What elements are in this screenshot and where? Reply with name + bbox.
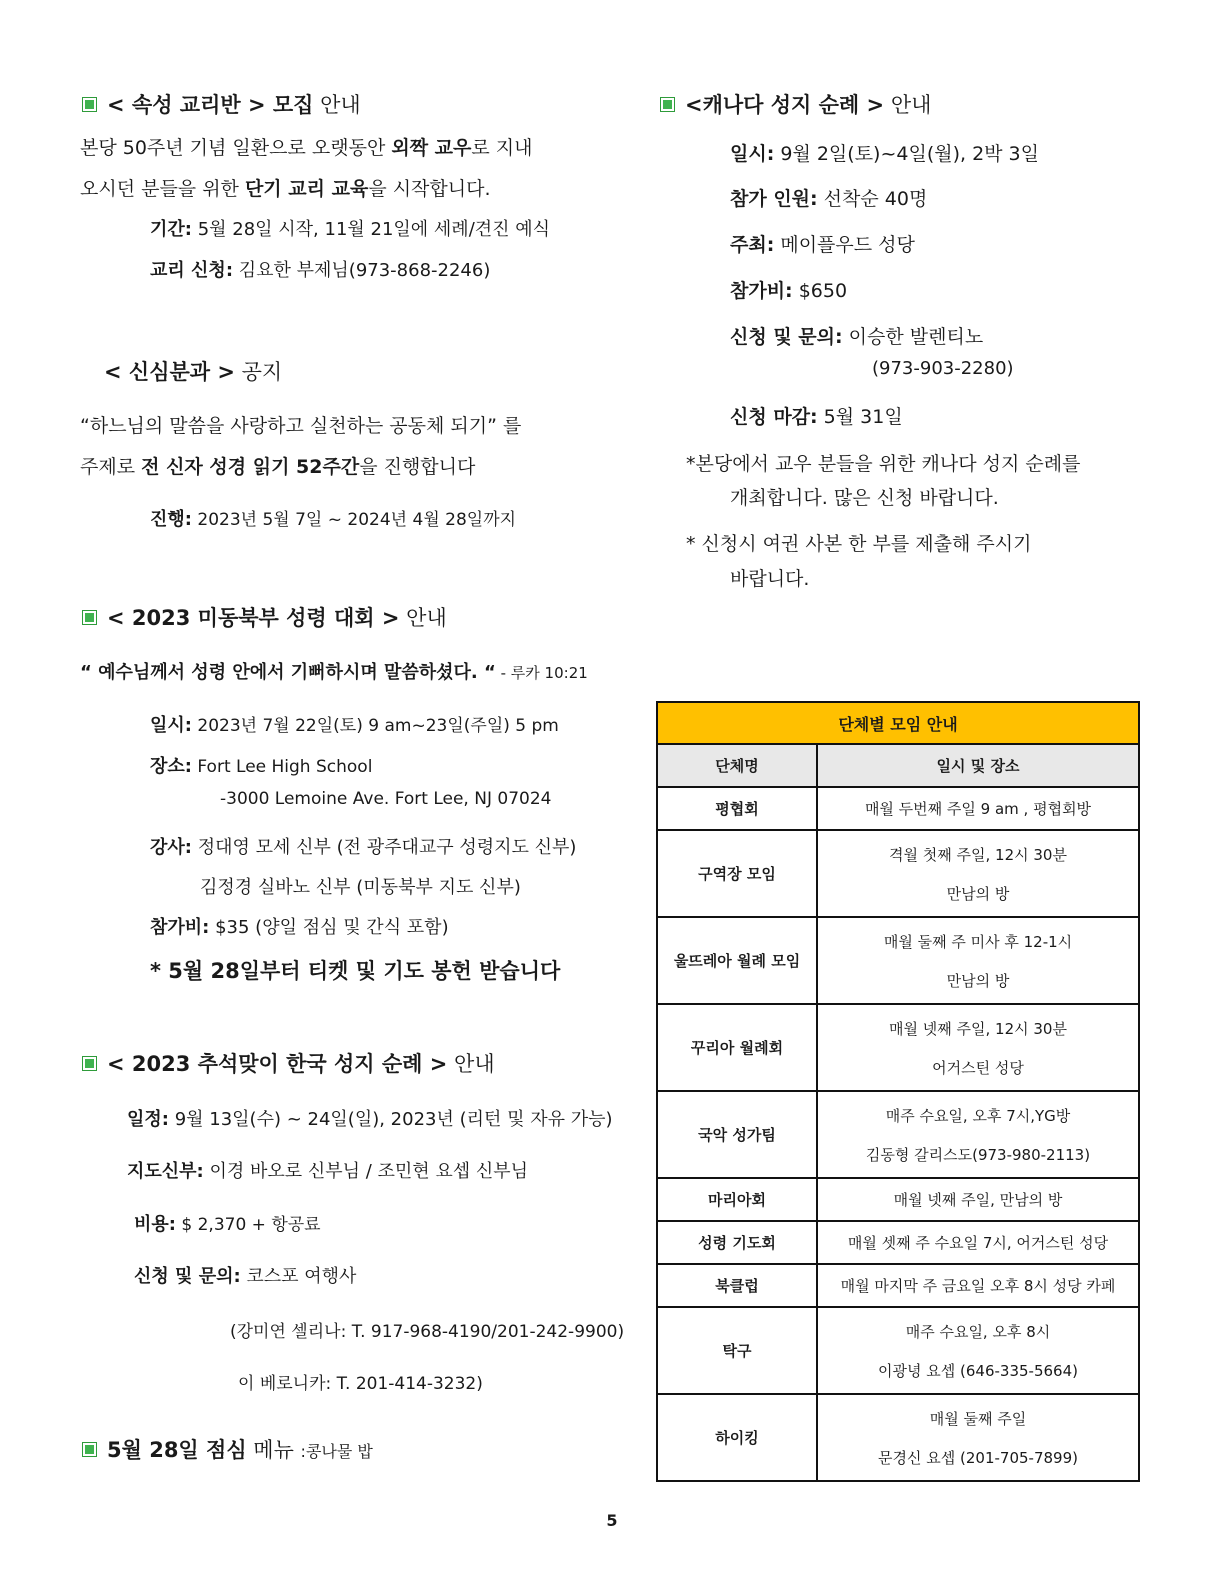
table-header-name: 단체명 (657, 744, 817, 787)
table-row (657, 1307, 1139, 1394)
table-row (657, 1091, 1139, 1178)
green-square-bullet-icon (82, 97, 97, 112)
lunch-menu: 5월 28일 점심 메뉴 :콩나물 밥 (82, 1434, 373, 1464)
green-square-bullet-icon (82, 1056, 97, 1071)
page-number: 5 (606, 1511, 618, 1530)
spirit-place: 장소: Fort Lee High School (150, 756, 373, 777)
faith-progress: 진행: 2023년 5월 7일 ~ 2024년 4월 28일까지 (150, 509, 517, 530)
table-row (657, 830, 1139, 917)
table-row (657, 1178, 1139, 1221)
green-square-bullet-icon (660, 97, 675, 112)
table-row (657, 1004, 1139, 1091)
korea-priest: 지도신부: 이경 바오로 신부님 / 조민현 요셉 신부님 (127, 1161, 529, 1182)
table-row (657, 917, 1139, 1004)
faith-heading: < 신심분과 > 공지 (104, 360, 283, 384)
group-info: 매월 마지막 주 금요일 오후 8시 성당 카페 (817, 1264, 1139, 1307)
group-name: 성령 기도회 (657, 1221, 817, 1264)
catechism-heading: < 속성 교리반 > 모집 안내 (82, 89, 361, 119)
group-name: 북클럽 (657, 1264, 817, 1307)
group-name: 꾸리아 월례회 (657, 1004, 817, 1091)
group-info: 매주 수요일, 오후 8시 이광녕 요셉 (646-335-5664) (817, 1307, 1139, 1394)
group-info: 매월 셋째 주 수요일 7시, 어거스틴 성당 (817, 1221, 1139, 1264)
spirit-quote: “ 예수님께서 성령 안에서 기뻐하시며 말씀하셨다. “ - 루카 10:21 (80, 662, 588, 683)
canada-host: 주최: 메이플우드 성당 (730, 234, 915, 256)
canada-note1b: 개최합니다. 많은 신청 바랍니다. (730, 487, 999, 509)
group-info: 매월 넷째 주일, 만남의 방 (817, 1178, 1139, 1221)
catechism-line2: 오시던 분들을 위한 단기 교리 교육을 시작합니다. (80, 178, 491, 200)
group-info: 격월 첫째 주일, 12시 30분 만남의 방 (817, 830, 1139, 917)
spirit-notice: * 5월 28일부터 티켓 및 기도 봉헌 받습니다 (150, 959, 561, 983)
korea-heading: < 2023 추석맞이 한국 성지 순례 > 안내 (82, 1048, 495, 1078)
canada-date: 일시: 9월 2일(토)~4일(월), 2박 3일 (730, 143, 1040, 165)
table-title: 단체별 모임 안내 (657, 702, 1139, 744)
group-info: 매월 둘째 주일 문경신 요셉 (201-705-7899) (817, 1394, 1139, 1481)
korea-contact1: (강미연 셀리나: T. 917-968-4190/201-242-9900) (230, 1322, 625, 1342)
table-row (657, 1264, 1139, 1307)
group-info: 매주 수요일, 오후 7시,YG방 김동형 갈리스도(973-980-2113) (817, 1091, 1139, 1178)
table-header-when-where: 일시 및 장소 (817, 744, 1139, 787)
green-square-bullet-icon (82, 1442, 97, 1457)
group-name: 국악 성가팀 (657, 1091, 817, 1178)
korea-inquiry: 신청 및 문의: 코스포 여행사 (134, 1266, 357, 1287)
table-row (657, 1394, 1139, 1481)
spirit-speaker1: 강사: 정대영 모세 신부 (전 광주대교구 성령지도 신부) (150, 837, 577, 858)
spirit-date: 일시: 2023년 7월 22일(토) 9 am~23일(주일) 5 pm (150, 715, 559, 736)
green-square-bullet-icon (82, 610, 97, 625)
faith-line2: 주제로 전 신자 성경 읽기 52주간을 진행합니다 (80, 456, 476, 478)
canada-people: 참가 인원: 선착순 40명 (730, 188, 928, 210)
canada-deadline: 신청 마감: 5월 31일 (730, 406, 903, 428)
table-row (657, 1221, 1139, 1264)
group-name: 마리아회 (657, 1178, 817, 1221)
faith-line1: “하느님의 말씀을 사랑하고 실천하는 공동체 되기” 를 (80, 415, 522, 437)
table-row (657, 787, 1139, 830)
group-meetings-table (656, 701, 1140, 1482)
catechism-line1: 본당 50주년 기념 일환으로 오랫동안 외짝 교우로 지내 (80, 137, 533, 159)
group-info: 매월 넷째 주일, 12시 30분 어거스틴 성당 (817, 1004, 1139, 1091)
korea-schedule: 일정: 9월 13일(수) ~ 24일(일), 2023년 (리턴 및 자유 가능) (127, 1109, 613, 1130)
canada-fee: 참가비: $650 (730, 280, 848, 302)
catechism-apply: 교리 신청: 김요한 부제님(973-868-2246) (150, 260, 491, 281)
catechism-period: 기간: 5월 28일 시작, 11월 21일에 세례/견진 예식 (150, 219, 551, 240)
group-name: 탁구 (657, 1307, 817, 1394)
spirit-heading: < 2023 미동북부 성령 대회 > 안내 (82, 602, 447, 632)
canada-inquiry: 신청 및 문의: 이승한 발렌티노 (730, 326, 984, 348)
spirit-place-address: -3000 Lemoine Ave. Fort Lee, NJ 07024 (220, 789, 552, 809)
korea-contact2: 이 베로니카: T. 201-414-3232) (238, 1374, 483, 1394)
canada-note1a: *본당에서 교우 분들을 위한 캐나다 성지 순례를 (686, 453, 1081, 475)
korea-cost: 비용: $ 2,370 + 항공료 (134, 1214, 321, 1235)
group-name: 구역장 모임 (657, 830, 817, 917)
group-info: 매월 두번째 주일 9 am , 평협회방 (817, 787, 1139, 830)
group-name: 하이킹 (657, 1394, 817, 1481)
group-name: 평협회 (657, 787, 817, 830)
canada-note2b: 바랍니다. (730, 568, 810, 590)
group-info: 매월 둘째 주 미사 후 12-1시 만남의 방 (817, 917, 1139, 1004)
canada-heading: <캐나다 성지 순례 > 안내 (660, 89, 931, 119)
spirit-fee: 참가비: $35 (양일 점심 및 간식 포함) (150, 917, 449, 938)
spirit-speaker2: 김정경 실바노 신부 (미동북부 지도 신부) (200, 877, 521, 898)
group-name: 울뜨레아 월례 모임 (657, 917, 817, 1004)
canada-note2a: * 신청시 여권 사본 한 부를 제출해 주시기 (686, 533, 1032, 555)
canada-inquiry-phone: (973-903-2280) (872, 358, 1014, 379)
